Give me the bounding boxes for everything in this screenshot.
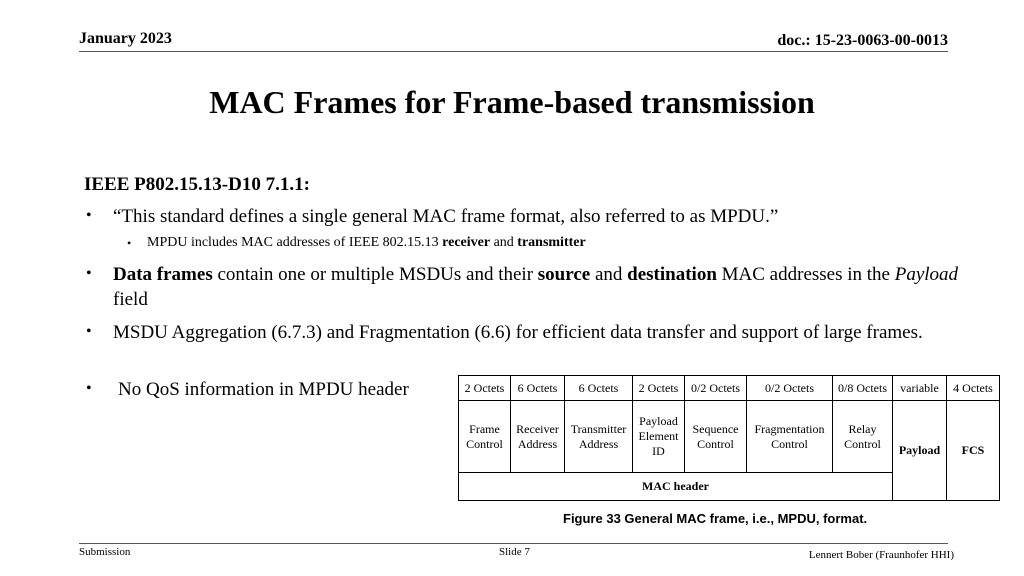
footer-divider bbox=[79, 543, 948, 544]
field-line: Control bbox=[771, 436, 808, 451]
sub1-pre: MPDU includes MAC addresses of IEEE 802.15.13 bbox=[147, 235, 443, 250]
octets-cell: variable bbox=[893, 376, 947, 401]
bullet-4-text: No QoS information in MPDU header bbox=[118, 379, 409, 400]
bullet-marker: • bbox=[86, 265, 92, 282]
reference-heading: IEEE P802.15.13-D10 7.1.1: bbox=[84, 174, 310, 195]
field-transmitter-address bbox=[565, 401, 633, 473]
b2-t1: contain one or multiple MSDUs and their bbox=[212, 264, 538, 285]
field-line: Transmitter bbox=[570, 421, 627, 436]
b2-t3: MAC addresses in the bbox=[716, 264, 895, 285]
bullet-marker: • bbox=[86, 323, 92, 340]
field-receiver-address bbox=[511, 401, 565, 473]
octets-cell: 6 Octets bbox=[511, 376, 565, 401]
footer-author: Lennert Bober (Fraunhofer HHI) bbox=[808, 549, 954, 561]
sub-bullet-marker: • bbox=[127, 236, 132, 250]
sub-bullet-1-text bbox=[147, 235, 586, 251]
header-doc-id: doc.: 15-23-0063-00-0013 bbox=[777, 32, 948, 49]
field-line: Address bbox=[517, 436, 558, 451]
field-line: Relay bbox=[848, 421, 877, 436]
octets-cell: 2 Octets bbox=[459, 376, 511, 401]
bullet-1-text: “This standard defines a single general MAC frame format, also referred to as MPDU.” bbox=[113, 206, 779, 227]
sub1-receiver: receiver bbox=[442, 235, 491, 250]
field-line: Payload bbox=[639, 414, 678, 428]
header-date: January 2023 bbox=[79, 30, 172, 47]
figure-caption: Figure 33 General MAC frame, i.e., MPDU, format. bbox=[563, 511, 868, 526]
field-line: Address bbox=[578, 436, 619, 451]
mac-header-label: MAC header bbox=[459, 473, 893, 501]
octets-cell: 0/2 Octets bbox=[685, 376, 747, 401]
field-line: Fragmentation bbox=[754, 421, 825, 436]
field-line: ID bbox=[652, 444, 665, 458]
field-line: Receiver bbox=[516, 421, 559, 436]
field-line: Control bbox=[697, 436, 734, 451]
field-line: Element bbox=[638, 429, 679, 443]
header-divider bbox=[79, 51, 948, 52]
field-line: Control bbox=[466, 436, 503, 451]
octets-cell: 0/2 Octets bbox=[747, 376, 833, 401]
bullet-2-text bbox=[113, 262, 963, 312]
field-line: Frame bbox=[469, 421, 500, 436]
field-fragmentation-control bbox=[747, 401, 833, 473]
field-fcs: FCS bbox=[947, 401, 1000, 501]
sub1-mid: and bbox=[490, 235, 518, 250]
octets-cell: 0/8 Octets bbox=[833, 376, 893, 401]
source-term: source bbox=[537, 264, 591, 285]
slide-title: MAC Frames for Frame-based transmission bbox=[209, 84, 815, 120]
octets-cell: 6 Octets bbox=[565, 376, 633, 401]
octets-cell: 2 Octets bbox=[633, 376, 685, 401]
sub1-transmitter: transmitter bbox=[517, 235, 586, 250]
field-sequence-control bbox=[685, 401, 747, 473]
bullet-marker: • bbox=[86, 380, 92, 397]
field-frame-control bbox=[459, 401, 511, 473]
payload-term: Payload bbox=[894, 264, 959, 285]
destination-term: destination bbox=[627, 264, 717, 285]
field-payload-element-id bbox=[633, 401, 685, 473]
b2-t4: field bbox=[113, 289, 148, 310]
field-payload: Payload bbox=[893, 401, 947, 501]
field-relay-control bbox=[833, 401, 893, 473]
octets-cell: 4 Octets bbox=[947, 376, 1000, 401]
field-line: Control bbox=[844, 436, 881, 451]
footer-slide-number: Slide 7 bbox=[499, 546, 530, 558]
bullet-marker: • bbox=[86, 207, 92, 224]
mac-frame-figure bbox=[458, 375, 1000, 501]
data-frames-term: Data frames bbox=[113, 264, 213, 285]
b2-t2: and bbox=[590, 264, 628, 285]
field-line: Sequence bbox=[692, 421, 739, 436]
bullet-3-text: MSDU Aggregation (6.7.3) and Fragmentation (6.6) for efficient data transfer and support of large frames. bbox=[113, 322, 923, 343]
footer-submission: Submission bbox=[79, 546, 131, 558]
